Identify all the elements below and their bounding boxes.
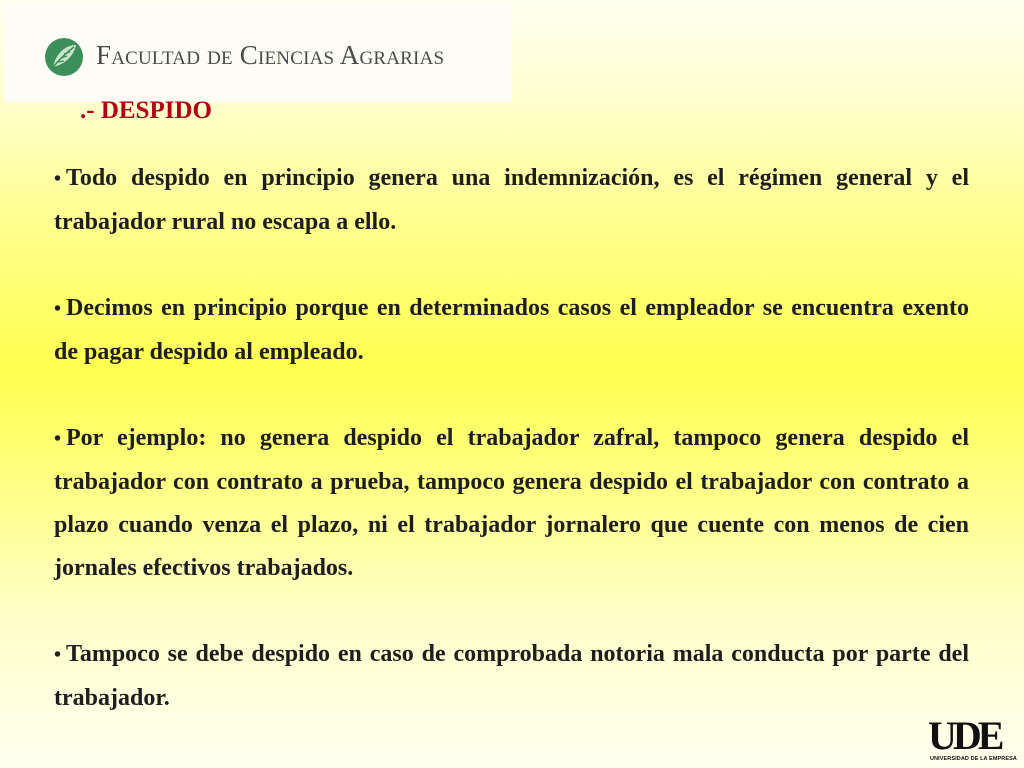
slide-title: .- DESPIDO [80,97,212,124]
bullet-text: Todo despido en principio genera una indemnización, es el régimen general y el trabajador rural no escapa a ello. [54,165,969,235]
bullet-item-3 [54,417,969,590]
bullet-item-2 [54,287,969,374]
bullet-mark: • [54,298,62,320]
bullet-mark: • [54,428,62,450]
bullet-text: Por ejemplo: no genera despido el trabajador zafral, tampoco genera despido el trabajador con contrato a prueba, tampoco genera despido el trabajador con contrato a plazo cuando venza el plazo, ni el trabajador jornalero que cuente con menos de cien jornales efectivos trabajados. [54,425,969,581]
leaf-logo-icon [44,37,84,77]
university-mark: UDE [928,713,1001,758]
faculty-header [4,4,512,102]
bullet-text: Decimos en principio porque en determinados casos el empleador se encuentra exento de pagar despido al empleado. [54,295,969,365]
slide-body [54,157,969,763]
bullet-item-4 [54,633,969,720]
university-name: UNIVERSIDAD DE LA EMPRESA [930,756,1017,762]
university-logo [928,713,1020,766]
bullet-mark: • [54,168,62,190]
bullet-text: Tampoco se debe despido en caso de comprobada notoria mala conducta por parte del trabajador. [54,641,969,711]
faculty-name: Facultad de Ciencias Agrarias [96,40,445,70]
bullet-item-1 [54,157,969,244]
bullet-mark: • [54,644,62,666]
